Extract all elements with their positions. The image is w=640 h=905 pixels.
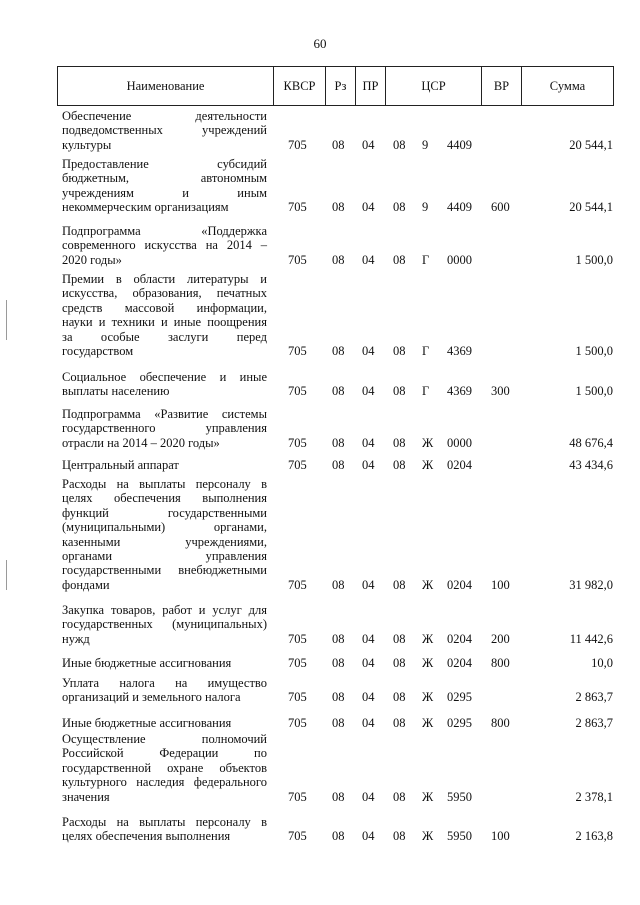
cell-vr: 800 [491, 716, 510, 730]
cell-vr: 300 [491, 384, 510, 399]
cell-csr-part3: 0295 [447, 690, 472, 705]
header-name: Наименование [126, 79, 205, 93]
row-codes [0, 578, 640, 593]
row-name-line: Подпрограмма «Развитие системы [62, 407, 267, 421]
row-name-line: Уплата налога на имущество [62, 676, 267, 690]
row-name-line: Премии в области литературы и [62, 272, 267, 286]
cell-csr-part3: 0204 [447, 577, 472, 592]
cell-rz: 08 [332, 631, 345, 646]
row-codes [0, 790, 640, 805]
cell-csr-part2: Ж [422, 435, 434, 450]
cell-rz: 08 [332, 458, 345, 472]
row-name-line: учреждениям и иным [62, 185, 267, 200]
header-sum: Сумма [521, 67, 613, 105]
cell-csr-part1: 08 [393, 789, 406, 804]
row-name-line: целях обеспечения выполнения [62, 829, 231, 844]
cell-csr-part3: 5950 [447, 829, 472, 844]
row-name-line: Иные бюджетные ассигнования [62, 656, 232, 670]
cell-csr-part1: 08 [393, 344, 406, 358]
cell-rz: 08 [332, 829, 345, 844]
cell-csr-part1: 08 [393, 458, 406, 472]
cell-pr: 04 [362, 789, 375, 804]
row-name-line: казенными учреждениями, [62, 534, 267, 549]
cell-sum: 31 982,0 [569, 577, 613, 592]
cell-csr-part3: 4369 [447, 344, 472, 358]
row-name-line: Предоставление субсидий [62, 157, 267, 171]
cell-sum: 2 378,1 [575, 789, 613, 804]
row-name [62, 477, 267, 592]
row-name-line: подведомственных учреждений [62, 123, 267, 138]
row-name-line: Расходы на выплаты персоналу в [62, 815, 267, 829]
row-codes [0, 829, 640, 844]
row-name-line: организаций и земельного налога [62, 690, 241, 705]
cell-rz: 08 [332, 435, 345, 450]
header-csr: ЦСР [385, 67, 481, 105]
row-name-line: государственными внебюджетными [62, 563, 267, 578]
row-name-line: государственной охране объектов [62, 760, 267, 775]
cell-rz: 08 [332, 137, 345, 152]
cell-csr-part1: 08 [393, 384, 406, 399]
cell-csr-part2: Ж [422, 789, 434, 804]
cell-rz: 08 [332, 577, 345, 592]
cell-kvsr: 705 [288, 200, 307, 215]
cell-csr-part2: Ж [422, 656, 434, 670]
row-name-line: искусства, образования, печатных [62, 286, 267, 301]
cell-kvsr: 705 [288, 716, 307, 730]
row-name-line: значения [62, 789, 110, 804]
cell-vr: 600 [491, 200, 510, 215]
row-name-line: целях обеспечения выполнения [62, 491, 267, 506]
row-codes [0, 716, 640, 731]
cell-pr: 04 [362, 656, 375, 670]
row-name-line: выплаты населению [62, 384, 170, 399]
cell-vr: 800 [491, 656, 510, 670]
row-name-line: средств массовой информации, [62, 300, 267, 315]
cell-pr: 04 [362, 384, 375, 399]
cell-csr-part1: 08 [393, 200, 406, 215]
cell-csr-part2: Г [422, 344, 430, 358]
row-codes [0, 253, 640, 268]
cell-pr: 04 [362, 252, 375, 267]
cell-pr: 04 [362, 137, 375, 152]
row-codes [0, 656, 640, 671]
row-codes [0, 138, 640, 153]
row-name-line: 2020 годы» [62, 252, 122, 267]
row-name-line: Подпрограмма «Поддержка [62, 224, 267, 238]
cell-csr-part3: 0204 [447, 631, 472, 646]
cell-csr-part2: 9 [422, 137, 429, 152]
row-name-line: Российской Федерации по [62, 746, 267, 761]
row-name-line: культурного наследия федерального [62, 775, 267, 790]
row-name-line: Иные бюджетные ассигнования [62, 716, 232, 730]
row-name-line: государственного управления [62, 421, 267, 436]
cell-csr-part2: Ж [422, 631, 434, 646]
table-header [57, 66, 614, 106]
row-name-line: Обеспечение деятельности [62, 109, 267, 123]
cell-vr: 100 [491, 829, 510, 844]
cell-csr-part2: Ж [422, 716, 434, 730]
scan-edge-mark [6, 560, 7, 590]
page-number: 60 [313, 36, 327, 51]
row-name-line: нужд [62, 631, 90, 646]
cell-csr-part1: 08 [393, 252, 406, 267]
cell-sum: 20 544,1 [569, 200, 613, 215]
cell-csr-part1: 08 [393, 577, 406, 592]
row-name-line: Закупка товаров, работ и услуг для [62, 603, 267, 617]
cell-csr-part3: 0000 [447, 435, 472, 450]
row-name-line: отрасли на 2014 – 2020 годы» [62, 435, 220, 450]
row-name-line: Осуществление полномочий [62, 732, 267, 746]
cell-rz: 08 [332, 656, 345, 670]
cell-kvsr: 705 [288, 789, 307, 804]
row-name-line: государственных (муниципальных) [62, 617, 267, 632]
cell-pr: 04 [362, 200, 375, 215]
cell-kvsr: 705 [288, 384, 307, 399]
row-name-line: функций государственными [62, 505, 267, 520]
cell-pr: 04 [362, 829, 375, 844]
cell-rz: 08 [332, 690, 345, 705]
row-name-line: науки и техники и иные поощрения [62, 315, 267, 330]
row-codes [0, 200, 640, 215]
cell-csr-part2: Г [422, 252, 430, 267]
cell-sum: 43 434,6 [569, 458, 613, 472]
cell-kvsr: 705 [288, 137, 307, 152]
cell-kvsr: 705 [288, 690, 307, 705]
cell-pr: 04 [362, 435, 375, 450]
cell-kvsr: 705 [288, 252, 307, 267]
cell-vr: 200 [491, 631, 510, 646]
cell-kvsr: 705 [288, 458, 307, 472]
row-codes [0, 690, 640, 705]
cell-csr-part1: 08 [393, 656, 406, 670]
cell-csr-part3: 0000 [447, 252, 472, 267]
cell-pr: 04 [362, 716, 375, 730]
cell-csr-part3: 4409 [447, 200, 472, 215]
cell-sum: 1 500,0 [575, 252, 613, 267]
row-name-line: органами управления [62, 549, 267, 564]
cell-csr-part2: Ж [422, 690, 434, 705]
cell-rz: 08 [332, 344, 345, 358]
row-name-line: бюджетным, автономным [62, 171, 267, 186]
cell-rz: 08 [332, 384, 345, 399]
cell-rz: 08 [332, 716, 345, 730]
cell-vr: 100 [491, 577, 510, 592]
cell-csr-part3: 4409 [447, 137, 472, 152]
header-kvsr: КВСР [273, 67, 325, 105]
row-name-line: современного искусства на 2014 – [62, 238, 267, 253]
header-vr: ВР [481, 67, 521, 105]
cell-pr: 04 [362, 458, 375, 472]
row-name-line: фондами [62, 577, 110, 592]
cell-csr-part3: 0204 [447, 458, 472, 472]
row-name-line: Социальное обеспечение и иные [62, 370, 267, 384]
cell-csr-part2: Г [422, 384, 430, 399]
cell-sum: 2 163,8 [575, 829, 613, 844]
cell-csr-part1: 08 [393, 137, 406, 152]
cell-csr-part1: 08 [393, 829, 406, 844]
cell-csr-part2: Ж [422, 829, 434, 844]
cell-kvsr: 705 [288, 344, 307, 358]
cell-csr-part1: 08 [393, 716, 406, 730]
cell-sum: 2 863,7 [575, 716, 613, 730]
cell-sum: 20 544,1 [569, 137, 613, 152]
cell-kvsr: 705 [288, 829, 307, 844]
cell-csr-part1: 08 [393, 631, 406, 646]
cell-sum: 1 500,0 [575, 384, 613, 399]
cell-rz: 08 [332, 252, 345, 267]
cell-sum: 10,0 [591, 656, 613, 670]
cell-csr-part1: 08 [393, 690, 406, 705]
row-codes [0, 632, 640, 647]
cell-kvsr: 705 [288, 435, 307, 450]
cell-pr: 04 [362, 344, 375, 358]
row-name-line: некоммерческим организациям [62, 200, 229, 215]
cell-sum: 48 676,4 [569, 435, 613, 450]
scan-edge-mark [6, 300, 7, 340]
cell-rz: 08 [332, 200, 345, 215]
cell-kvsr: 705 [288, 631, 307, 646]
row-name-line: Центральный аппарат [62, 458, 179, 472]
row-codes [0, 344, 640, 359]
row-name-line: государством [62, 344, 134, 359]
cell-pr: 04 [362, 631, 375, 646]
cell-rz: 08 [332, 789, 345, 804]
cell-sum: 2 863,7 [575, 690, 613, 705]
cell-csr-part1: 08 [393, 435, 406, 450]
cell-csr-part3: 4369 [447, 384, 472, 399]
row-name-line: культуры [62, 137, 112, 152]
row-codes [0, 458, 640, 473]
cell-sum: 11 442,6 [569, 631, 613, 646]
cell-csr-part2: 9 [422, 200, 429, 215]
cell-csr-part3: 5950 [447, 789, 472, 804]
header-pr: ПР [355, 67, 385, 105]
cell-csr-part3: 0204 [447, 656, 472, 670]
cell-pr: 04 [362, 577, 375, 592]
cell-kvsr: 705 [288, 577, 307, 592]
header-rz: Рз [325, 67, 355, 105]
cell-sum: 1 500,0 [575, 344, 613, 358]
cell-kvsr: 705 [288, 656, 307, 670]
cell-csr-part2: Ж [422, 458, 434, 472]
row-name-line: за особые заслуги перед [62, 329, 267, 344]
row-codes [0, 436, 640, 451]
row-codes [0, 384, 640, 399]
cell-csr-part2: Ж [422, 577, 434, 592]
row-name-line: (муниципальными) органами, [62, 520, 267, 535]
cell-csr-part3: 0295 [447, 716, 472, 730]
cell-pr: 04 [362, 690, 375, 705]
row-name-line: Расходы на выплаты персоналу в [62, 477, 267, 491]
